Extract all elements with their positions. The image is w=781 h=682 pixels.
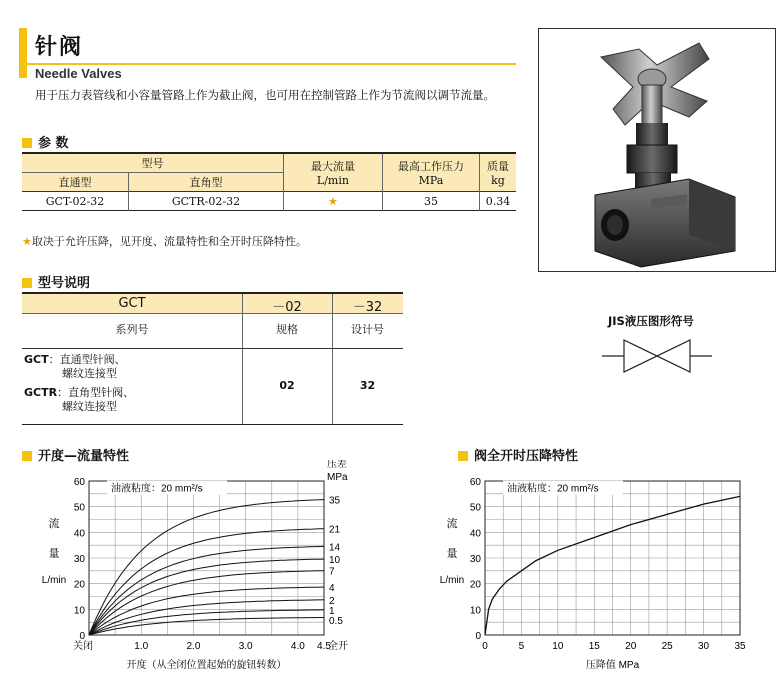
series-label: 1 [329, 605, 335, 617]
th-model: 型号 [22, 153, 283, 173]
jis-valve-shape [624, 340, 690, 372]
params-note: ★取决于允许压降，见开度、流量特性和全开时压降特性。 [22, 235, 307, 248]
size-value: 02 [279, 379, 295, 392]
chart-left-title: 开度—流量特性 [22, 445, 129, 464]
x-tick-label: 1.0 [134, 641, 149, 652]
code-size: －02 [272, 300, 302, 315]
cell-mass: 0.34 [479, 192, 516, 211]
y-tick-label: 40 [73, 528, 85, 540]
code-series: GCT [118, 296, 146, 311]
series-label: 0.5 [329, 615, 343, 627]
star-icon: ★ [22, 235, 32, 248]
title-accent-bar [19, 28, 27, 78]
jis-symbol [600, 336, 714, 378]
th-max-pressure: 最高工作压力 MPa [382, 153, 479, 192]
x-tick-label: 关闭 [73, 641, 93, 652]
y-tick-label: 10 [469, 605, 481, 617]
chart-annotation: 油液粘度：20 mm²/s [507, 483, 599, 495]
page-title: 针阀 [35, 35, 84, 60]
cell-straight-model: GCT-02-32 [45, 194, 105, 208]
model-entry-gctr: GCTR：直角型针阀、 螺纹连接型 [24, 386, 135, 413]
y-tick-label: 0 [475, 631, 481, 642]
label-series: 系列号 [115, 323, 149, 336]
x-tick-label: 0 [482, 641, 488, 652]
y-axis-label-3: L/min [41, 575, 67, 586]
y-tick-label: 30 [469, 554, 481, 565]
y-tick-label: 20 [469, 579, 481, 591]
y-axis-label-2: 量 [48, 547, 60, 560]
y-tick-label: 10 [73, 605, 85, 617]
x-tick-label: 35 [734, 641, 746, 652]
model-entry-gct: GCT：直通型针阀、 螺纹连接型 [24, 353, 126, 380]
y-axis-label-1: 流 [48, 517, 60, 530]
y-tick-label: 40 [469, 528, 481, 540]
x-tick-label: 3.0 [238, 641, 253, 652]
th-max-flow: 最大流量 L/min [283, 153, 382, 192]
needle-valve-image [539, 29, 775, 271]
label-size: 规格 [276, 323, 298, 336]
page-subtitle: Needle Valves [35, 66, 122, 81]
y-tick-label: 30 [73, 554, 85, 565]
section-square-icon [22, 278, 32, 288]
cell-max-flow: ★ [283, 192, 382, 211]
y-tick-label: 50 [469, 502, 481, 514]
x-tick-label: 10 [552, 641, 564, 652]
y-tick-label: 20 [73, 579, 85, 591]
title-divider [19, 63, 516, 65]
code-design: －32 [352, 300, 383, 315]
chart-pressure-drop [420, 460, 781, 682]
cell-angle-model: GCTR-02-32 [129, 192, 284, 211]
x-tick-label: 2.0 [186, 641, 201, 652]
description: 用于压力表管线和小容量管路上作为截止阀，也可用在控制管路上作为节流阀以调节流量。 [35, 88, 495, 102]
chart-right-title: 阀全开时压降特性 [458, 445, 578, 464]
x-tick-label: 20 [625, 641, 637, 652]
series-label: 2 [329, 595, 335, 607]
series-title-2: MPa [327, 472, 348, 483]
th-straight: 直通型 [58, 176, 92, 189]
y-tick-label: 50 [73, 502, 85, 514]
th-angle: 直角型 [129, 173, 284, 192]
x-axis-label: 压降值 MPa [585, 660, 640, 671]
x-tick-label: 15 [588, 641, 600, 652]
series-label: 7 [329, 566, 335, 578]
y-tick-label: 0 [79, 631, 85, 642]
x-axis-label: 开度（从全闭位置起始的旋钮转数） [126, 660, 287, 671]
series-line-7 [89, 571, 324, 635]
product-photo [538, 28, 776, 272]
design-value: 32 [359, 379, 376, 392]
y-axis-label-1: 流 [446, 517, 458, 530]
series-label: 35 [329, 495, 341, 507]
th-mass: 质量 kg [479, 153, 516, 192]
y-tick-label: 60 [73, 477, 85, 488]
y-axis-label-3: L/min [439, 575, 465, 586]
jis-title: JIS液压图形符号 [608, 314, 694, 328]
x-end-label: 全开 [328, 641, 348, 652]
series-label: 10 [329, 555, 341, 567]
series-line-0.5 [89, 618, 324, 636]
series-label: 4 [329, 583, 335, 595]
x-tick-label: 4.0 [290, 641, 305, 652]
params-table [22, 152, 516, 211]
cell-max-pressure: 35 [382, 192, 479, 211]
y-axis-label-2: 量 [446, 547, 458, 560]
series-label: 14 [329, 542, 341, 554]
series-title-1: 压差 [327, 460, 347, 470]
chart-annotation: 油液粘度：20 mm²/s [111, 483, 203, 495]
x-tick-label: 25 [661, 641, 673, 652]
model-section-title: 型号说明 [22, 272, 90, 291]
y-tick-label: 60 [469, 477, 481, 488]
chart-opening-flow [0, 460, 380, 682]
x-tick-label: 5 [518, 641, 525, 652]
params-section-title: 参 数 [22, 132, 69, 151]
x-tick-label: 4.5 [317, 641, 331, 652]
model-table [22, 292, 403, 425]
section-square-icon [22, 138, 32, 148]
series-label: 21 [329, 524, 341, 536]
label-design: 设计号 [351, 323, 384, 336]
x-tick-label: 30 [698, 641, 710, 652]
